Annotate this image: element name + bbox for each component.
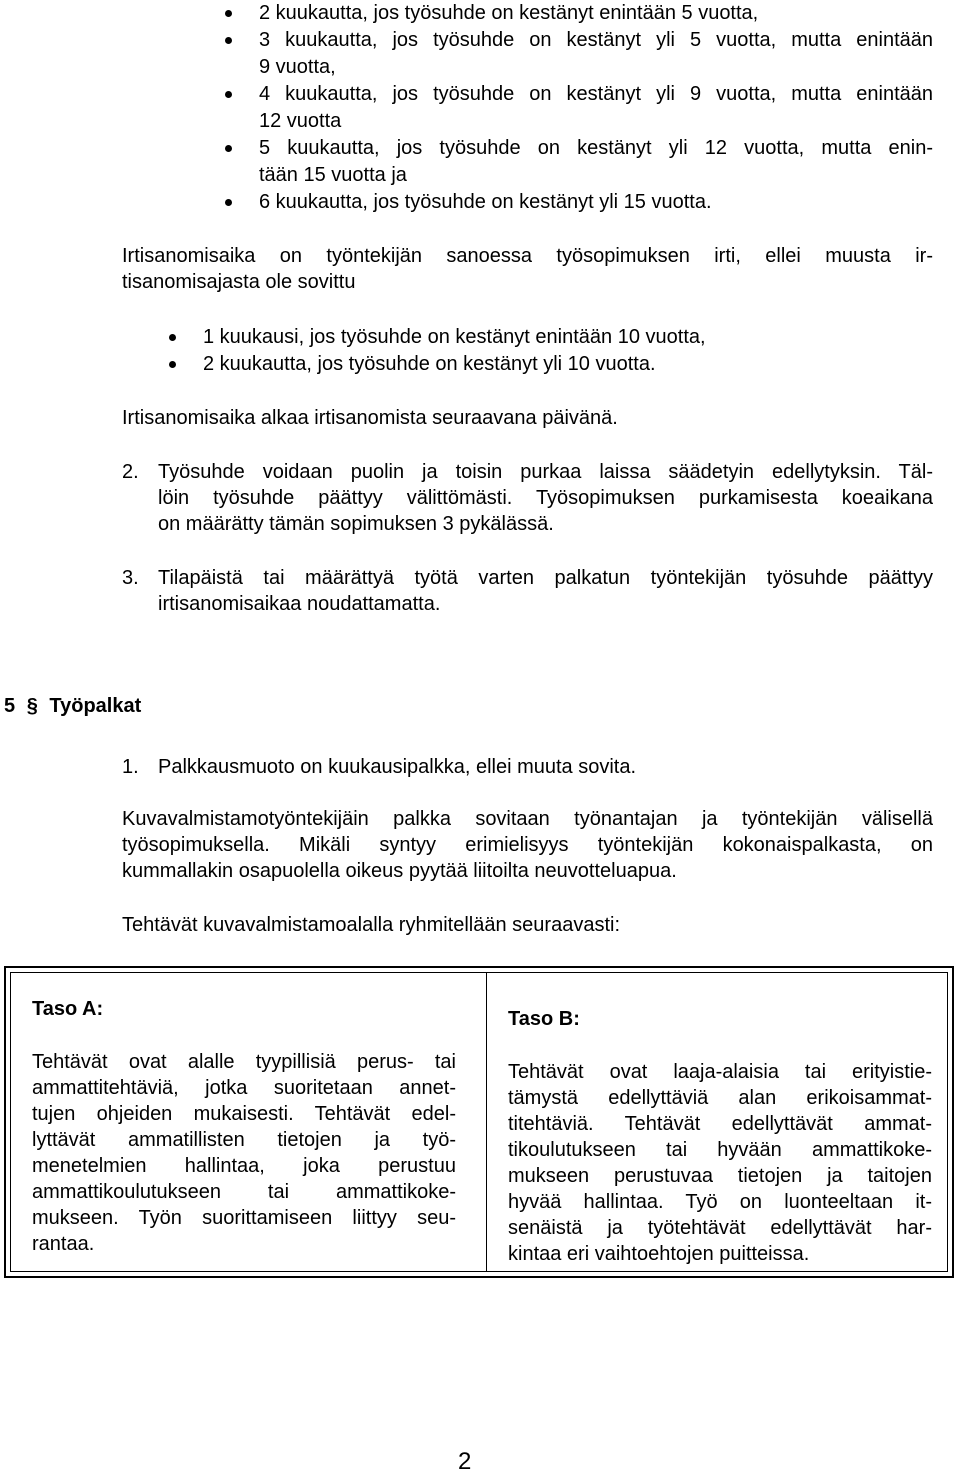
bullet-icon — [225, 199, 232, 206]
item-number: 1. — [122, 756, 139, 778]
level-a-line: ammattitehtäviä, jotka suoritetaan annet- — [32, 1077, 456, 1099]
level-b-line: tämystä edellyttäviä alan erikoisammat- — [508, 1087, 932, 1109]
paragraph-line: irtisanomisaikaa noudattamatta. — [158, 593, 441, 615]
item-number: 2. — [122, 461, 139, 483]
list-item: 4 kuukautta, jos työsuhde on kestänyt yli 9 vuotta, mutta enintään — [259, 83, 933, 105]
bullet-icon — [169, 334, 176, 341]
paragraph-line: Tilapäistä tai määrättyä työtä varten palkatun työntekijän työsuhde päättyy — [158, 567, 933, 589]
level-a-line: tujen ohjeiden mukaisesti. Tehtävät edel- — [32, 1103, 456, 1125]
list-item-continuation: 9 vuotta, — [259, 56, 336, 78]
paragraph-line: löin työsuhde päättyy välittömästi. Työsopimuksen purkamisesta koeaikana — [158, 487, 933, 509]
list-item: 2 kuukautta, jos työsuhde on kestänyt yli 10 vuotta. — [203, 353, 656, 375]
list-item-continuation: 12 vuotta — [259, 110, 342, 132]
item-number: 3. — [122, 567, 139, 589]
list-item-continuation: tään 15 vuotta ja — [259, 164, 407, 186]
section-title: Työpalkat — [49, 695, 142, 717]
list-item: 3 kuukautta, jos työsuhde on kestänyt yli 5 vuotta, mutta enintään — [259, 29, 933, 51]
level-a-line: menetelmien hallintaa, joka perustuu — [32, 1155, 456, 1177]
level-a-line: mukseen. Työn suorittamiseen liittyy seu- — [32, 1207, 456, 1229]
level-a-line: rantaa. — [32, 1233, 95, 1255]
page-number: 2 — [458, 1448, 472, 1475]
item-text: Palkkausmuoto on kuukausipalkka, ellei muuta sovita. — [158, 756, 637, 778]
paragraph-line: on määrätty tämän sopimuksen 3 pykälässä. — [158, 513, 554, 535]
paragraph-line: Kuvavalmistamotyöntekijäin palkka sovitaan työnantajan ja työntekijän välisellä — [122, 808, 933, 830]
paragraph-line: tisanomisajasta ole sovittu — [122, 271, 356, 293]
level-b-line: kintaa eri vaihtoehtojen puitteissa. — [508, 1243, 810, 1265]
paragraph-line: Työsuhde voidaan puolin ja toisin purkaa laissa säädetyin edellytyksin. Täl- — [158, 461, 933, 483]
table-divider — [486, 973, 487, 1271]
paragraph-line: työsopimuksella. Mikäli syntyy erimielisyys työntekijän kokonaispalkasta, on — [122, 834, 933, 856]
section-heading — [4, 693, 141, 719]
level-b-line: Tehtävät ovat laaja-alaisia tai erityistie- — [508, 1061, 932, 1083]
level-a-title: Taso A: — [32, 998, 104, 1020]
list-item: 2 kuukautta, jos työsuhde on kestänyt enintään 5 vuotta, — [259, 2, 759, 24]
list-item: 5 kuukautta, jos työsuhde on kestänyt yli 12 vuotta, mutta enin- — [259, 137, 933, 159]
bullet-icon — [169, 361, 176, 368]
paragraph-line: kummallakin osapuolella oikeus pyytää liitoilta neuvotteluapua. — [122, 860, 677, 882]
list-item: 6 kuukautta, jos työsuhde on kestänyt yli 15 vuotta. — [259, 191, 712, 213]
bullet-icon — [225, 10, 232, 17]
level-b-line: mukseen perustuvaa tietojen ja taitojen — [508, 1165, 932, 1187]
bullet-icon — [225, 91, 232, 98]
level-a-line: Tehtävät ovat alalle tyypillisiä perus- tai — [32, 1051, 456, 1073]
level-a-line: ammattikoulutukseen tai ammattikoke- — [32, 1181, 456, 1203]
section-symbol: § — [26, 695, 38, 717]
level-b-line: hyvää hallintaa. Työ on luonteeltaan it- — [508, 1191, 932, 1213]
level-b-line: senäistä ja työtehtävät edellyttävät har- — [508, 1217, 932, 1239]
level-a-line: lyttävät ammatillisten tietojen ja työ- — [32, 1129, 456, 1151]
bullet-icon — [225, 37, 232, 44]
list-item: 1 kuukausi, jos työsuhde on kestänyt enintään 10 vuotta, — [203, 326, 706, 348]
level-b-line: tikoulutukseen tai hyvään ammattikoke- — [508, 1139, 932, 1161]
level-b-line: titehtäviä. Tehtävät edellyttävät ammat- — [508, 1113, 932, 1135]
notice-start-paragraph: Irtisanomisaika alkaa irtisanomista seuraavana päivänä. — [122, 407, 618, 429]
section-number: 5 — [4, 695, 16, 717]
paragraph-line: Irtisanomisaika on työntekijän sanoessa työsopimuksen irti, ellei muusta ir- — [122, 245, 933, 267]
grouping-intro: Tehtävät kuvavalmistamoalalla ryhmitellään seuraavasti: — [122, 914, 621, 936]
bullet-icon — [225, 145, 232, 152]
level-b-title: Taso B: — [508, 1008, 580, 1030]
